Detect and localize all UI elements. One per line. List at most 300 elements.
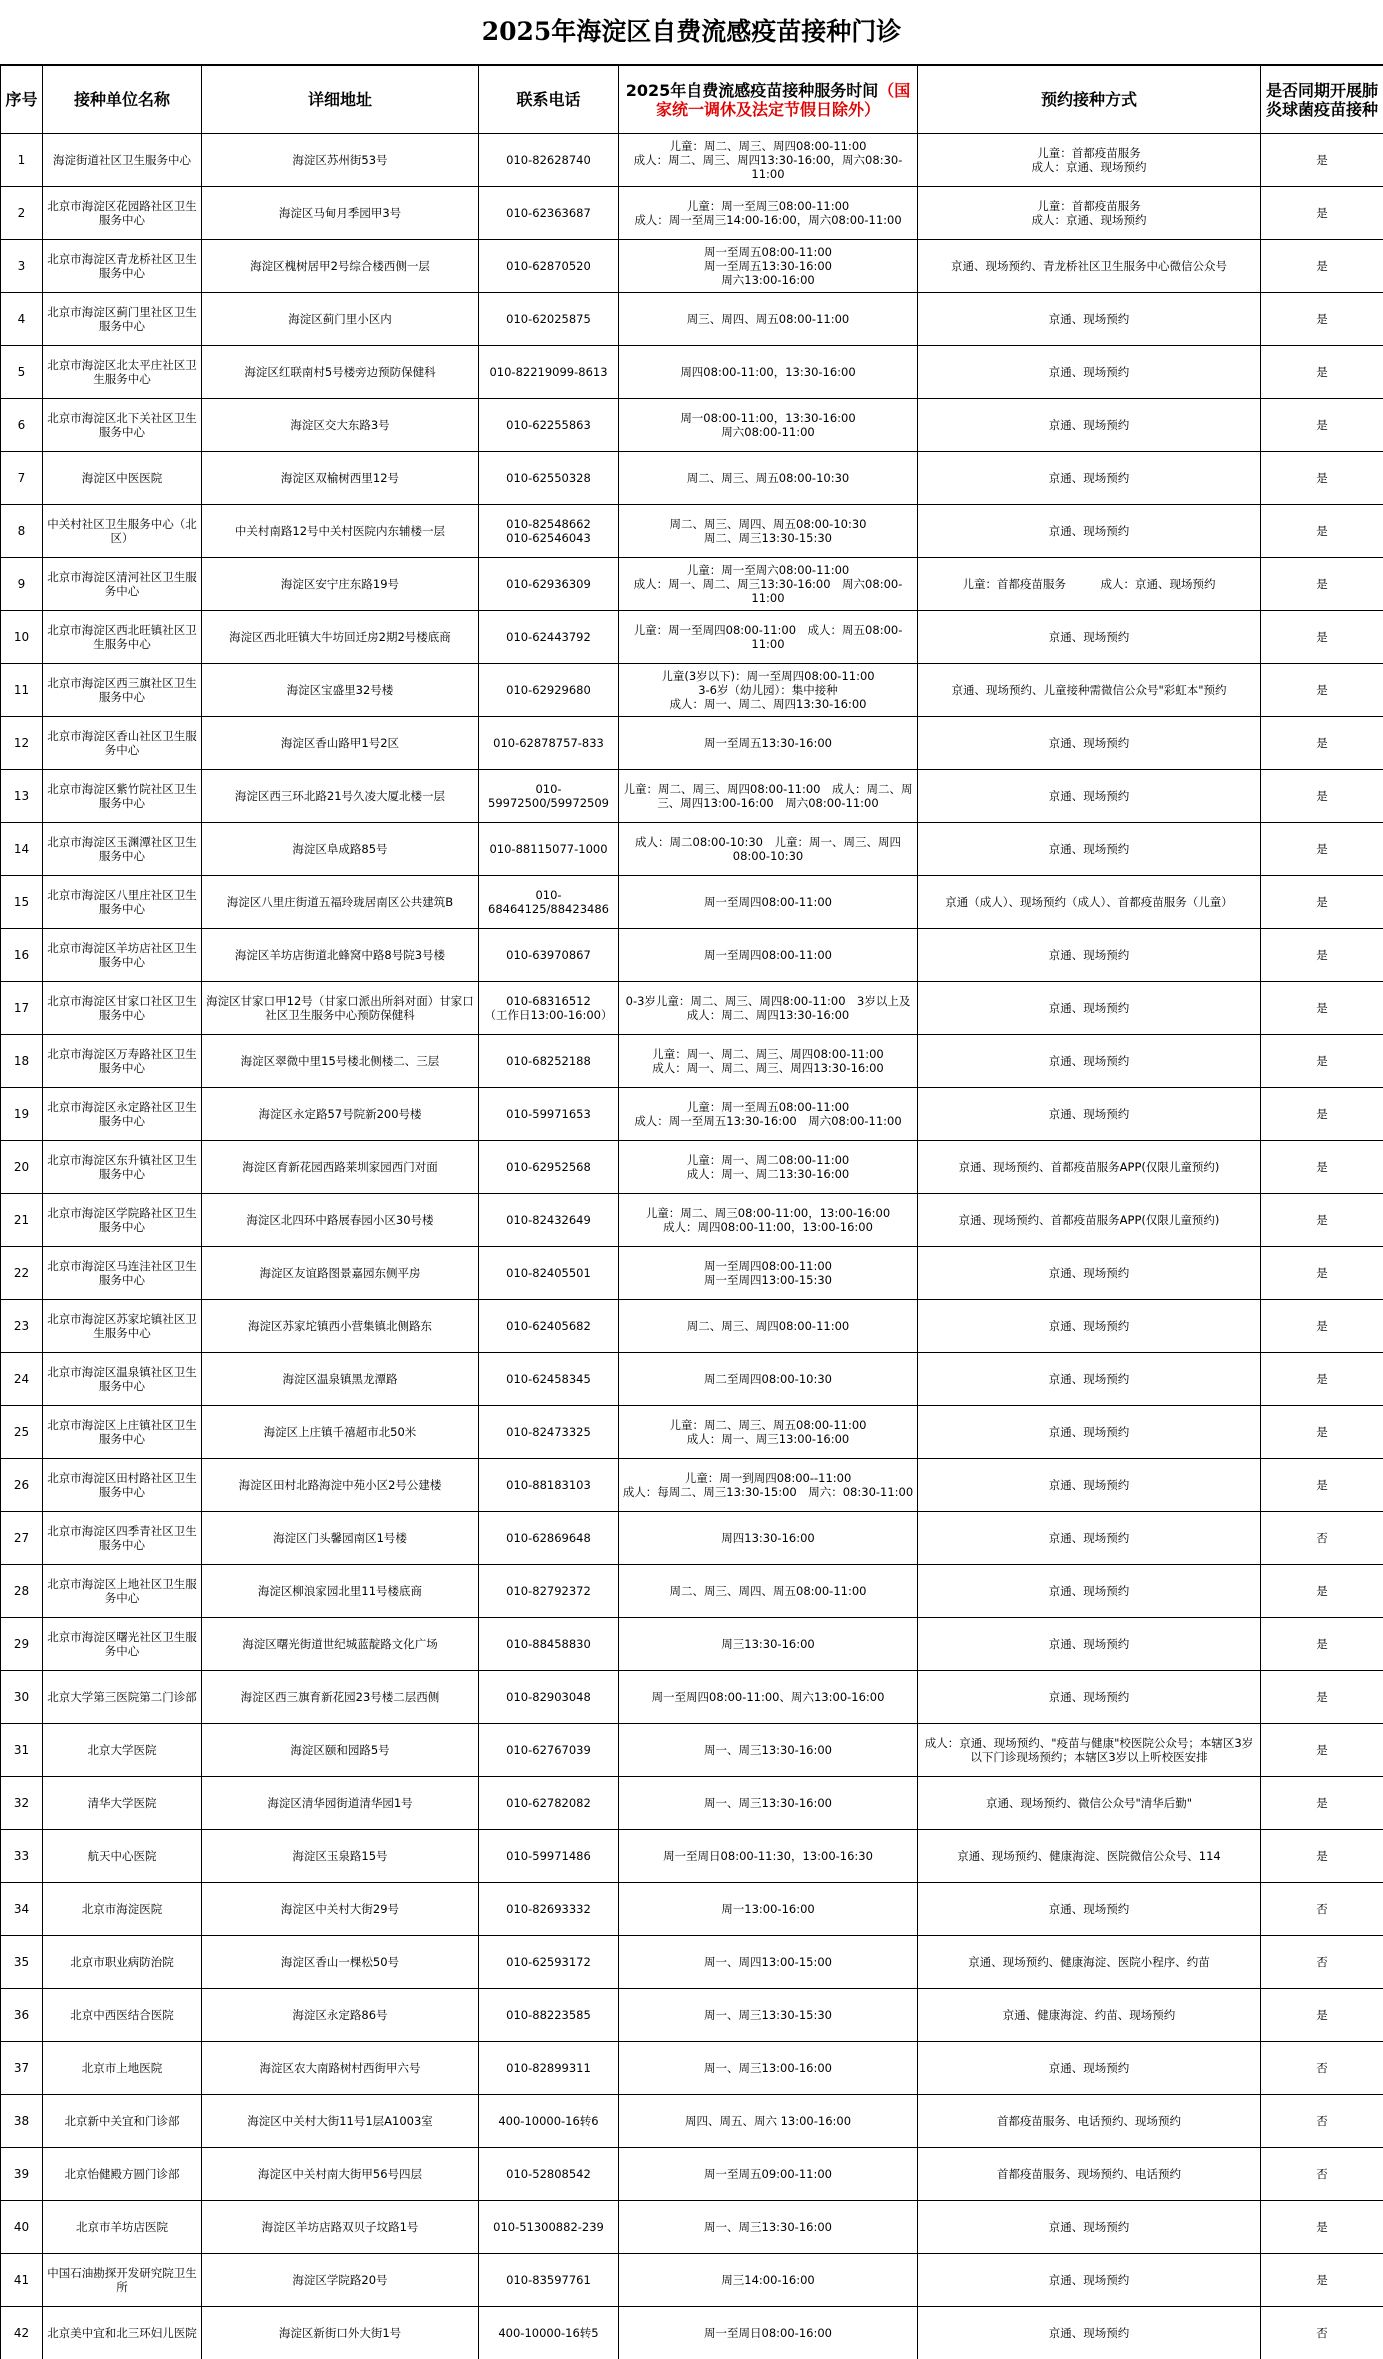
cell-time: 周二至周四08:00-10:30 — [619, 1353, 918, 1406]
cell-pneumo: 是 — [1261, 1406, 1383, 1459]
cell-idx: 27 — [1, 1512, 43, 1565]
cell-address: 海淀区西三环北路21号久凌大厦北楼一层 — [202, 770, 479, 823]
cell-name: 北京市海淀区万寿路社区卫生服务中心 — [43, 1035, 202, 1088]
cell-phone: 010-62593172 — [479, 1936, 619, 1989]
cell-method: 儿童：首都疫苗服务 成人：京通、现场预约 — [918, 134, 1261, 187]
cell-method: 首都疫苗服务、电话预约、现场预约 — [918, 2095, 1261, 2148]
cell-pneumo: 是 — [1261, 1777, 1383, 1830]
cell-phone: 010-51300882-239 — [479, 2201, 619, 2254]
cell-pneumo: 是 — [1261, 452, 1383, 505]
table-row — [1, 770, 1383, 823]
cell-time: 周一至周四08:00-11:00、周六13:00-16:00 — [619, 1671, 918, 1724]
cell-time: 周一、周三13:30-15:30 — [619, 1989, 918, 2042]
cell-address: 海淀区新街口外大街1号 — [202, 2307, 479, 2359]
cell-time: 周一至周四08:00-11:00 周一至周四13:00-15:30 — [619, 1247, 918, 1300]
cell-name: 北京市海淀区四季青社区卫生服务中心 — [43, 1512, 202, 1565]
cell-name: 北京市海淀区羊坊店社区卫生服务中心 — [43, 929, 202, 982]
cell-address: 海淀区交大东路3号 — [202, 399, 479, 452]
cell-name: 北京市海淀区温泉镇社区卫生服务中心 — [43, 1353, 202, 1406]
cell-idx: 31 — [1, 1724, 43, 1777]
clinic-table — [0, 65, 1383, 2359]
cell-pneumo: 是 — [1261, 2254, 1383, 2307]
table-row — [1, 1671, 1383, 1724]
cell-idx: 4 — [1, 293, 43, 346]
cell-method: 京通、现场预约 — [918, 1512, 1261, 1565]
cell-name: 航天中心医院 — [43, 1830, 202, 1883]
cell-idx: 29 — [1, 1618, 43, 1671]
header-phone: 联系电话 — [479, 66, 619, 134]
cell-phone: 010-62870520 — [479, 240, 619, 293]
header-row — [1, 66, 1383, 134]
cell-name: 北京市海淀区田村路社区卫生服务中心 — [43, 1459, 202, 1512]
cell-time: 儿童：周一、周二08:00-11:00 成人：周一、周二13:30-16:00 — [619, 1141, 918, 1194]
table-row — [1, 1406, 1383, 1459]
cell-idx: 2 — [1, 187, 43, 240]
table-row — [1, 452, 1383, 505]
cell-pneumo: 是 — [1261, 664, 1383, 717]
cell-time: 儿童：周二、周三、周五08:00-11:00 成人：周一、周三13:00-16:00 — [619, 1406, 918, 1459]
cell-address: 海淀区永定路86号 — [202, 1989, 479, 2042]
cell-pneumo: 是 — [1261, 187, 1383, 240]
cell-phone: 010-59971653 — [479, 1088, 619, 1141]
cell-time: 周一至周日08:00-11:30，13:00-16:30 — [619, 1830, 918, 1883]
cell-phone: 010-82628740 — [479, 134, 619, 187]
cell-idx: 22 — [1, 1247, 43, 1300]
cell-method: 京通、现场预约 — [918, 982, 1261, 1035]
cell-phone: 400-10000-16转6 — [479, 2095, 619, 2148]
cell-address: 海淀区香山一棵松50号 — [202, 1936, 479, 1989]
cell-phone: 010-68252188 — [479, 1035, 619, 1088]
cell-address: 海淀区中关村南大街甲56号四层 — [202, 2148, 479, 2201]
cell-phone: 010-62929680 — [479, 664, 619, 717]
cell-pneumo: 是 — [1261, 399, 1383, 452]
cell-pneumo: 是 — [1261, 1300, 1383, 1353]
table-row — [1, 1088, 1383, 1141]
cell-address: 海淀区苏州街53号 — [202, 134, 479, 187]
cell-phone: 010-82792372 — [479, 1565, 619, 1618]
cell-method: 京通、现场预约 — [918, 1459, 1261, 1512]
cell-address: 海淀区双榆树西里12号 — [202, 452, 479, 505]
cell-phone: 010-62405682 — [479, 1300, 619, 1353]
cell-pneumo: 是 — [1261, 823, 1383, 876]
cell-name: 北京市海淀区上庄镇社区卫生服务中心 — [43, 1406, 202, 1459]
table-row — [1, 982, 1383, 1035]
cell-address: 海淀区曙光街道世纪城蓝靛路文化广场 — [202, 1618, 479, 1671]
cell-address: 海淀区农大南路树村西街甲六号 — [202, 2042, 479, 2095]
cell-idx: 38 — [1, 2095, 43, 2148]
table-row — [1, 187, 1383, 240]
cell-idx: 7 — [1, 452, 43, 505]
cell-address: 海淀区上庄镇千禧超市北50米 — [202, 1406, 479, 1459]
cell-pneumo: 否 — [1261, 1936, 1383, 1989]
cell-name: 北京市海淀区西三旗社区卫生服务中心 — [43, 664, 202, 717]
cell-name: 北京市海淀区清河社区卫生服务中心 — [43, 558, 202, 611]
cell-address: 海淀区田村北路海淀中苑小区2号公建楼 — [202, 1459, 479, 1512]
cell-phone: 010-82693332 — [479, 1883, 619, 1936]
cell-address: 海淀区甘家口甲12号（甘家口派出所斜对面）甘家口社区卫生服务中心预防保健科 — [202, 982, 479, 1035]
cell-name: 中关村社区卫生服务中心（北区） — [43, 505, 202, 558]
table-row — [1, 505, 1383, 558]
cell-time: 儿童：周二、周三、周四08:00-11:00 成人：周二、周三、周四13:00-16:00 周六08:00-11:00 — [619, 770, 918, 823]
table-row — [1, 1989, 1383, 2042]
cell-idx: 34 — [1, 1883, 43, 1936]
cell-address: 海淀区羊坊店路双贝子坟路1号 — [202, 2201, 479, 2254]
table-row — [1, 2254, 1383, 2307]
cell-address: 海淀区阜成路85号 — [202, 823, 479, 876]
cell-phone: 010-68464125/88423486 — [479, 876, 619, 929]
cell-pneumo: 是 — [1261, 1565, 1383, 1618]
cell-phone: 010-62952568 — [479, 1141, 619, 1194]
cell-phone: 010-62782082 — [479, 1777, 619, 1830]
table-row — [1, 2201, 1383, 2254]
cell-name: 北京市海淀区花园路社区卫生服务中心 — [43, 187, 202, 240]
cell-pneumo: 是 — [1261, 1194, 1383, 1247]
cell-idx: 15 — [1, 876, 43, 929]
cell-method: 京通、现场预约、青龙桥社区卫生服务中心微信公众号 — [918, 240, 1261, 293]
cell-phone: 010-88223585 — [479, 1989, 619, 2042]
cell-idx: 28 — [1, 1565, 43, 1618]
cell-pneumo: 否 — [1261, 2042, 1383, 2095]
cell-phone: 010-62458345 — [479, 1353, 619, 1406]
cell-name: 北京市职业病防治院 — [43, 1936, 202, 1989]
cell-pneumo: 是 — [1261, 346, 1383, 399]
cell-idx: 42 — [1, 2307, 43, 2359]
cell-name: 北京市海淀区西北旺镇社区卫生服务中心 — [43, 611, 202, 664]
cell-address: 中关村南路12号中关村医院内东辅楼一层 — [202, 505, 479, 558]
cell-time: 周四08:00-11:00，13:30-16:00 — [619, 346, 918, 399]
cell-method: 京通、现场预约、健康海淀、医院小程序、约苗 — [918, 1936, 1261, 1989]
table-row — [1, 664, 1383, 717]
cell-idx: 40 — [1, 2201, 43, 2254]
cell-address: 海淀区温泉镇黑龙潭路 — [202, 1353, 479, 1406]
header-name: 接种单位名称 — [43, 66, 202, 134]
cell-address: 海淀区门头馨园南区1号楼 — [202, 1512, 479, 1565]
cell-address: 海淀区颐和园路5号 — [202, 1724, 479, 1777]
cell-name: 北京市羊坊店医院 — [43, 2201, 202, 2254]
cell-idx: 5 — [1, 346, 43, 399]
cell-method: 京通、现场预约 — [918, 717, 1261, 770]
cell-address: 海淀区安宁庄东路19号 — [202, 558, 479, 611]
cell-pneumo: 是 — [1261, 982, 1383, 1035]
cell-idx: 30 — [1, 1671, 43, 1724]
cell-idx: 39 — [1, 2148, 43, 2201]
cell-method: 京通、现场预约 — [918, 1035, 1261, 1088]
cell-time: 儿童：周一到周四08:00--11:00 成人：每周二、周三13:30-15:00 周六：08:30-11:00 — [619, 1459, 918, 1512]
table-row — [1, 1353, 1383, 1406]
cell-time: 周二、周三、周四、周五08:00-11:00 — [619, 1565, 918, 1618]
cell-time: 周一至周日08:00-16:00 — [619, 2307, 918, 2359]
cell-pneumo: 是 — [1261, 876, 1383, 929]
cell-idx: 11 — [1, 664, 43, 717]
header-pneumo: 是否同期开展肺炎球菌疫苗接种 — [1261, 66, 1383, 134]
cell-time: 儿童(3岁以下)：周一至周四08:00-11:00 3-6岁（幼儿园）：集中接种 成人：周一、周二、周四13:30-16:00 — [619, 664, 918, 717]
cell-method: 京通、现场预约 — [918, 2307, 1261, 2359]
cell-method: 京通、现场预约 — [918, 2042, 1261, 2095]
cell-phone: 010-62025875 — [479, 293, 619, 346]
cell-time: 周三13:30-16:00 — [619, 1618, 918, 1671]
cell-name: 海淀街道社区卫生服务中心 — [43, 134, 202, 187]
cell-phone: 010-88458830 — [479, 1618, 619, 1671]
cell-time: 周二、周三、周四08:00-11:00 — [619, 1300, 918, 1353]
table-row — [1, 558, 1383, 611]
cell-time: 周三14:00-16:00 — [619, 2254, 918, 2307]
table-row — [1, 2148, 1383, 2201]
cell-method: 京通、现场预约 — [918, 1671, 1261, 1724]
cell-name: 北京市海淀区东升镇社区卫生服务中心 — [43, 1141, 202, 1194]
cell-name: 清华大学医院 — [43, 1777, 202, 1830]
cell-pneumo: 是 — [1261, 611, 1383, 664]
cell-time: 儿童：周二、周三、周四08:00-11:00 成人：周二、周三、周四13:30-16:00，周六08:30-11:00 — [619, 134, 918, 187]
cell-time: 周一13:00-16:00 — [619, 1883, 918, 1936]
cell-idx: 24 — [1, 1353, 43, 1406]
cell-time: 周一、周三13:30-16:00 — [619, 1777, 918, 1830]
cell-name: 北京市海淀区玉渊潭社区卫生服务中心 — [43, 823, 202, 876]
cell-address: 海淀区学院路20号 — [202, 2254, 479, 2307]
cell-pneumo: 否 — [1261, 2307, 1383, 2359]
header-time-note: （国家统一调休及法定节假日除外） — [655, 80, 911, 119]
cell-name: 北京市海淀医院 — [43, 1883, 202, 1936]
cell-address: 海淀区翠微中里15号楼北侧楼二、三层 — [202, 1035, 479, 1088]
cell-method: 京通、现场预约 — [918, 1353, 1261, 1406]
cell-time: 儿童：周一至周五08:00-11:00 成人：周一至周五13:30-16:00 周六08:00-11:00 — [619, 1088, 918, 1141]
table-row — [1, 134, 1383, 187]
cell-time: 0-3岁儿童：周二、周三、周四8:00-11:00 3岁以上及成人：周二、周四13:30-16:00 — [619, 982, 918, 1035]
cell-phone: 010-62936309 — [479, 558, 619, 611]
cell-name: 北京市海淀区八里庄社区卫生服务中心 — [43, 876, 202, 929]
cell-time: 周二、周三、周四、周五08:00-10:30 周二、周三13:30-15:30 — [619, 505, 918, 558]
cell-phone: 010-52808542 — [479, 2148, 619, 2201]
cell-method: 京通（成人）、现场预约（成人）、首都疫苗服务（儿童） — [918, 876, 1261, 929]
cell-pneumo: 否 — [1261, 1883, 1383, 1936]
cell-address: 海淀区清华园街道清华园1号 — [202, 1777, 479, 1830]
cell-time: 周一至周五13:30-16:00 — [619, 717, 918, 770]
cell-address: 海淀区蓟门里小区内 — [202, 293, 479, 346]
cell-phone: 010-82548662 010-62546043 — [479, 505, 619, 558]
table-row — [1, 2307, 1383, 2359]
table-row — [1, 2095, 1383, 2148]
cell-idx: 32 — [1, 1777, 43, 1830]
cell-name: 北京市海淀区上地社区卫生服务中心 — [43, 1565, 202, 1618]
cell-address: 海淀区柳浪家园北里11号楼底商 — [202, 1565, 479, 1618]
cell-method: 京通、健康海淀、约苗、现场预约 — [918, 1989, 1261, 2042]
cell-name: 北京美中宜和北三环妇儿医院 — [43, 2307, 202, 2359]
cell-address: 海淀区红联南村5号楼旁边预防保健科 — [202, 346, 479, 399]
cell-idx: 37 — [1, 2042, 43, 2095]
table-row — [1, 1194, 1383, 1247]
cell-method: 京通、现场预约 — [918, 1406, 1261, 1459]
cell-phone: 010-82899311 — [479, 2042, 619, 2095]
header-address: 详细地址 — [202, 66, 479, 134]
cell-time: 周一、周三13:00-16:00 — [619, 2042, 918, 2095]
cell-time: 儿童：周一至周四08:00-11:00 成人：周五08:00-11:00 — [619, 611, 918, 664]
cell-phone: 010-59971486 — [479, 1830, 619, 1883]
cell-idx: 6 — [1, 399, 43, 452]
cell-phone: 010-62767039 — [479, 1724, 619, 1777]
cell-idx: 9 — [1, 558, 43, 611]
cell-pneumo: 是 — [1261, 558, 1383, 611]
cell-method: 京通、现场预约 — [918, 2201, 1261, 2254]
cell-address: 海淀区八里庄街道五福玲珑居南区公共建筑B — [202, 876, 479, 929]
cell-method: 京通、现场预约 — [918, 1088, 1261, 1141]
cell-method: 京通、现场预约 — [918, 452, 1261, 505]
cell-phone: 010-82473325 — [479, 1406, 619, 1459]
cell-time: 周三、周四、周五08:00-11:00 — [619, 293, 918, 346]
cell-name: 北京大学第三医院第二门诊部 — [43, 1671, 202, 1724]
cell-phone: 010-62363687 — [479, 187, 619, 240]
cell-pneumo: 否 — [1261, 2095, 1383, 2148]
cell-idx: 23 — [1, 1300, 43, 1353]
cell-time: 儿童：周一至周六08:00-11:00 成人：周一、周二、周三13:30-16:00 周六08:00-11:00 — [619, 558, 918, 611]
cell-address: 海淀区苏家坨镇西小营集镇北侧路东 — [202, 1300, 479, 1353]
cell-idx: 35 — [1, 1936, 43, 1989]
cell-name: 北京市海淀区北下关社区卫生服务中心 — [43, 399, 202, 452]
cell-method: 京通、现场预约 — [918, 1883, 1261, 1936]
cell-idx: 3 — [1, 240, 43, 293]
cell-pneumo: 是 — [1261, 134, 1383, 187]
cell-phone: 010-62443792 — [479, 611, 619, 664]
cell-pneumo: 是 — [1261, 240, 1383, 293]
cell-method: 京通、现场预约 — [918, 505, 1261, 558]
cell-address: 海淀区玉泉路15号 — [202, 1830, 479, 1883]
table-row — [1, 1035, 1383, 1088]
cell-time: 周一至周五09:00-11:00 — [619, 2148, 918, 2201]
cell-address: 海淀区羊坊店街道北蜂窝中路8号院3号楼 — [202, 929, 479, 982]
cell-method: 京通、现场预约、首都疫苗服务APP(仅限儿童预约) — [918, 1141, 1261, 1194]
cell-idx: 16 — [1, 929, 43, 982]
cell-name: 海淀区中医医院 — [43, 452, 202, 505]
cell-pneumo: 是 — [1261, 2201, 1383, 2254]
cell-time: 周一、周三13:30-16:00 — [619, 1724, 918, 1777]
cell-idx: 12 — [1, 717, 43, 770]
cell-name: 北京市上地医院 — [43, 2042, 202, 2095]
cell-address: 海淀区中关村大街11号1层A1003室 — [202, 2095, 479, 2148]
table-row — [1, 1565, 1383, 1618]
cell-address: 海淀区槐树居甲2号综合楼西侧一层 — [202, 240, 479, 293]
cell-time: 周一至周四08:00-11:00 — [619, 876, 918, 929]
cell-pneumo: 否 — [1261, 1512, 1383, 1565]
cell-address: 海淀区西北旺镇大牛坊回迁房2期2号楼底商 — [202, 611, 479, 664]
cell-time: 成人：周二08:00-10:30 儿童：周一、周三、周四08:00-10:30 — [619, 823, 918, 876]
cell-method: 京通、现场预约 — [918, 346, 1261, 399]
cell-pneumo: 是 — [1261, 770, 1383, 823]
table-row — [1, 240, 1383, 293]
cell-address: 海淀区永定路57号院新200号楼 — [202, 1088, 479, 1141]
cell-method: 京通、现场预约 — [918, 929, 1261, 982]
cell-name: 北京市海淀区永定路社区卫生服务中心 — [43, 1088, 202, 1141]
cell-idx: 14 — [1, 823, 43, 876]
table-row — [1, 1459, 1383, 1512]
cell-address: 海淀区香山路甲1号2区 — [202, 717, 479, 770]
cell-time: 周一08:00-11:00，13:30-16:00 周六08:00-11:00 — [619, 399, 918, 452]
cell-idx: 20 — [1, 1141, 43, 1194]
header-time-main: 2025年自费流感疫苗接种服务时间 — [625, 80, 879, 100]
cell-name: 北京市海淀区苏家坨镇社区卫生服务中心 — [43, 1300, 202, 1353]
cell-method: 成人：京通、现场预约、"疫苗与健康"校医院公众号；本辖区3岁以下门诊现场预约；本辖区3岁以上听校医安排 — [918, 1724, 1261, 1777]
cell-address: 海淀区马甸月季园甲3号 — [202, 187, 479, 240]
table-row — [1, 1724, 1383, 1777]
cell-idx: 36 — [1, 1989, 43, 2042]
cell-name: 北京大学医院 — [43, 1724, 202, 1777]
cell-idx: 8 — [1, 505, 43, 558]
cell-method: 京通、现场预约、儿童接种需微信公众号"彩虹本"预约 — [918, 664, 1261, 717]
cell-method: 京通、现场预约 — [918, 293, 1261, 346]
table-row — [1, 1830, 1383, 1883]
cell-phone: 010-82432649 — [479, 1194, 619, 1247]
cell-method: 京通、现场预约 — [918, 823, 1261, 876]
cell-method: 京通、现场预约 — [918, 1300, 1261, 1353]
table-row — [1, 1618, 1383, 1671]
cell-address: 海淀区育新花园西路莱圳家园西门对面 — [202, 1141, 479, 1194]
cell-name: 北京市海淀区马连洼社区卫生服务中心 — [43, 1247, 202, 1300]
table-row — [1, 1141, 1383, 1194]
cell-time: 周四、周五、周六 13:00-16:00 — [619, 2095, 918, 2148]
cell-pneumo: 是 — [1261, 1035, 1383, 1088]
cell-method: 儿童：首都疫苗服务 成人：京通、现场预约 — [918, 558, 1261, 611]
cell-method: 京通、现场预约 — [918, 399, 1261, 452]
cell-pneumo: 是 — [1261, 1141, 1383, 1194]
cell-phone: 010-88183103 — [479, 1459, 619, 1512]
cell-idx: 41 — [1, 2254, 43, 2307]
cell-method: 京通、现场预约、首都疫苗服务APP(仅限儿童预约) — [918, 1194, 1261, 1247]
cell-pneumo: 是 — [1261, 505, 1383, 558]
cell-time: 周二、周三、周五08:00-10:30 — [619, 452, 918, 505]
cell-phone: 010-62869648 — [479, 1512, 619, 1565]
cell-method: 京通、现场预约 — [918, 611, 1261, 664]
cell-pneumo: 否 — [1261, 2148, 1383, 2201]
cell-method: 京通、现场预约、健康海淀、医院微信公众号、114 — [918, 1830, 1261, 1883]
table-row — [1, 1936, 1383, 1989]
cell-phone: 010-83597761 — [479, 2254, 619, 2307]
cell-pneumo: 是 — [1261, 1724, 1383, 1777]
cell-phone: 010-82903048 — [479, 1671, 619, 1724]
cell-phone: 010-62255863 — [479, 399, 619, 452]
table-row — [1, 2042, 1383, 2095]
table-row — [1, 611, 1383, 664]
cell-idx: 33 — [1, 1830, 43, 1883]
cell-idx: 25 — [1, 1406, 43, 1459]
cell-phone: 010-62550328 — [479, 452, 619, 505]
cell-idx: 18 — [1, 1035, 43, 1088]
cell-name: 北京市海淀区学院路社区卫生服务中心 — [43, 1194, 202, 1247]
cell-name: 北京市海淀区香山社区卫生服务中心 — [43, 717, 202, 770]
cell-pneumo: 是 — [1261, 1088, 1383, 1141]
cell-name: 北京怡健殿方圆门诊部 — [43, 2148, 202, 2201]
table-row — [1, 1300, 1383, 1353]
cell-method: 儿童：首都疫苗服务 成人：京通、现场预约 — [918, 187, 1261, 240]
cell-pneumo: 是 — [1261, 1459, 1383, 1512]
cell-name: 北京市海淀区青龙桥社区卫生服务中心 — [43, 240, 202, 293]
cell-name: 北京市海淀区北太平庄社区卫生服务中心 — [43, 346, 202, 399]
cell-idx: 26 — [1, 1459, 43, 1512]
table-row — [1, 399, 1383, 452]
cell-phone: 010-82219099-8613 — [479, 346, 619, 399]
cell-phone: 010-59972500/59972509 — [479, 770, 619, 823]
cell-pneumo: 是 — [1261, 1353, 1383, 1406]
cell-method: 京通、现场预约 — [918, 770, 1261, 823]
cell-name: 北京中西医结合医院 — [43, 1989, 202, 2042]
cell-name: 北京新中关宜和门诊部 — [43, 2095, 202, 2148]
cell-name: 中国石油勘探开发研究院卫生所 — [43, 2254, 202, 2307]
cell-phone: 010-63970867 — [479, 929, 619, 982]
cell-time: 儿童：周二、周三08:00-11:00，13:00-16:00 成人：周四08:00-11:00，13:00-16:00 — [619, 1194, 918, 1247]
cell-phone: 010-68316512 （工作日13:00-16:00） — [479, 982, 619, 1035]
cell-time: 周一至周四08:00-11:00 — [619, 929, 918, 982]
table-body — [1, 134, 1383, 2359]
cell-pneumo: 是 — [1261, 1618, 1383, 1671]
cell-phone: 010-62878757-833 — [479, 717, 619, 770]
table-row — [1, 717, 1383, 770]
cell-idx: 1 — [1, 134, 43, 187]
